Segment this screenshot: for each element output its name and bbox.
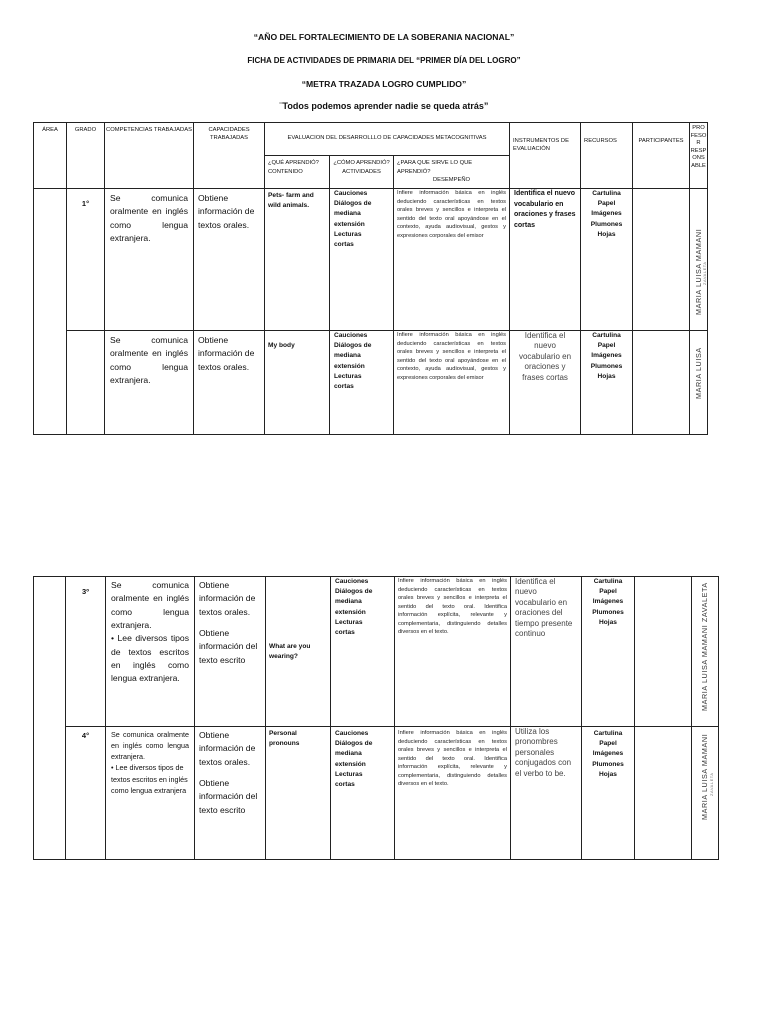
responsable-name-extra: ZAVALETA — [709, 772, 714, 796]
capacidad-cell: Obtiene información de textos orales. Obtiene información del texto escrito — [195, 577, 266, 727]
header-line-3: “METRA TRAZADA LOGRO CUMPLIDO” — [301, 79, 467, 89]
recursos-cell: Cartulina Papel Imágenes Plumones Hojas — [581, 331, 633, 435]
header-que-aprendio: ¿QUÉ APRENDIÓ? CONTENIDO — [265, 156, 330, 189]
actividades-cell: Cauciones Diálogos de mediana extensión Lecturas cortas — [330, 331, 394, 435]
header-como-aprendio: ¿CÓMO APRENDIÓ? ACTIVIDADES — [330, 156, 394, 189]
actividades-cell: Cauciones Diálogos de mediana extensión Lecturas cortas — [331, 727, 395, 860]
activities-table-2 — [33, 576, 719, 860]
responsable-name: MARIA LUISA MAMANI — [700, 733, 709, 820]
header-line-1: “AÑO DEL FORTALECIMIENTO DE LA SOBERANIA NACIONAL” — [253, 32, 515, 42]
header-para-que: ¿PARA QUE SIRVE LO QUE APRENDIÓ? DESEMPEÑO — [394, 156, 510, 189]
recursos-cell: Cartulina Papel Imágenes Plumones Hojas — [581, 189, 633, 331]
instrumento-cell: Identifica el nuevo vocabulario en oraciones y frases cortas — [510, 331, 581, 435]
capacidad-cell: Obtiene información de textos orales. — [194, 189, 265, 331]
header-participantes: PARTICIPANTES — [633, 123, 690, 189]
contenido-cell: Pets- farm and wild animals. — [265, 189, 330, 331]
activities-table-1 — [33, 122, 708, 435]
grado-cell: 4° — [66, 727, 106, 860]
contenido-cell: What are you wearing? — [266, 577, 331, 727]
responsable-name: MARIA LUISA MAMANI ZAVALETA — [700, 582, 709, 711]
header-recursos: RECURSOS — [581, 123, 633, 189]
header-area: ÁREA — [34, 123, 67, 189]
participantes-cell — [635, 577, 692, 727]
actividades-cell: Cauciones Diálogos de mediana extensión Lecturas cortas — [330, 189, 394, 331]
responsable-name: MARIA LUISA MAMANI — [693, 228, 703, 315]
capacidad-cell: Obtiene información de textos orales. Obtiene información del texto escrito — [195, 727, 266, 860]
participantes-cell — [635, 727, 692, 860]
recursos-cell: Cartulina Papel Imágenes Plumones Hojas — [582, 727, 635, 860]
responsable-cell — [692, 727, 719, 860]
header-instrumentos: INSTRUMENTOS DE EVALUACIÓN — [510, 123, 581, 189]
grado-cell — [67, 331, 105, 435]
desempeno-cell: Infiere información básica en inglés deduciendo características en textos orales breves y sencillos e interpreta el sentido del texto oral apoyándose en el contexto, ayuda audiovisual, gestos y expresiones corporales del emisor — [394, 331, 510, 435]
desempeno-cell: Infiere información básica en inglés deduciendo características en textos orales breves y sencillos e interpreta el sentido del texto oral. Identifica información explícita, relevante y complementaria, distinguiendo detalles diversos en el texto. — [395, 577, 511, 727]
responsable-cell — [690, 331, 708, 435]
competencia-cell: Se comunica oralmente en inglés como lengua extranjera. — [105, 189, 194, 331]
participantes-cell — [633, 189, 690, 331]
header-competencias: COMPETENCIAS TRABAJADAS — [105, 123, 194, 189]
competencia-cell: Se comunica oralmente en inglés como lengua extranjera. • Lee diversos tipos de textos escritos en inglés como lengua extranjera — [106, 727, 195, 860]
header-line-4: ¨Todos podemos aprender nadie se queda atrás” — [279, 101, 489, 111]
responsable-cell — [692, 577, 719, 727]
capacidad-cell: Obtiene información de textos orales. — [194, 331, 265, 435]
competencia-cell: Se comunica oralmente en inglés como lengua extranjera. — [105, 331, 194, 435]
grado-cell: 1° — [67, 189, 105, 331]
recursos-cell: Cartulina Papel Imágenes Plumones Hojas — [582, 577, 635, 727]
responsable-name: MARIA LUISA — [693, 347, 703, 399]
actividades-cell: Cauciones Diálogos de mediana extensión Lecturas cortas — [331, 577, 395, 727]
header-evaluacion: EVALUACION DEL DESARROLLLO DE CAPACIDADES METACOGNITIVAS — [265, 123, 510, 156]
area-cell — [34, 189, 67, 435]
table-row — [34, 727, 719, 860]
area-cell — [34, 577, 66, 860]
responsable-name-extra: ZAVALETA — [701, 261, 707, 285]
instrumento-cell: Identifica el nuevo vocabulario en oraciones y frases cortas — [510, 189, 581, 331]
participantes-cell — [633, 331, 690, 435]
contenido-cell: My body — [265, 331, 330, 435]
grado-cell: 3º — [66, 577, 106, 727]
header-grado: GRADO — [67, 123, 105, 189]
header-line-2: FICHA DE ACTIVIDADES DE PRIMARIA DEL “PRIMER DÍA DEL LOGRO” — [247, 56, 521, 65]
instrumento-cell: Utiliza los pronombres personales conjugados con el verbo to be. — [511, 727, 582, 860]
instrumento-cell: Identifica el nuevo vocabulario en oraciones del tiempo presente continuo — [511, 577, 582, 727]
contenido-cell: Personal pronouns — [266, 727, 331, 860]
desempeno-cell: Infiere información básica en inglés deduciendo características en textos orales breves y sencillos e interpreta el sentido del texto oral apoyándose en el contexto, ayuda audiovisual, gestos y expresiones corporales del emisor — [394, 189, 510, 331]
responsable-cell — [690, 189, 708, 331]
table-row — [34, 577, 719, 727]
desempeno-cell: Infiere información básica en inglés deduciendo características en textos orales breves y sencillos e interpreta el sentido del texto oral. Identifica información explícita, relevante y complementaria, distinguiendo detalles diversos en el texto. — [395, 727, 511, 860]
table-row — [34, 189, 708, 331]
header-capacidades: CAPACIDADES TRABAJADAS — [194, 123, 265, 189]
table-row — [34, 331, 708, 435]
competencia-cell: Se comunica oralmente en inglés como lengua extranjera. • Lee diversos tipos de textos escritos en inglés como lengua extranjera. — [106, 577, 195, 727]
header-responsable: PRO FESO R RESP ONS ABLE — [690, 123, 708, 189]
